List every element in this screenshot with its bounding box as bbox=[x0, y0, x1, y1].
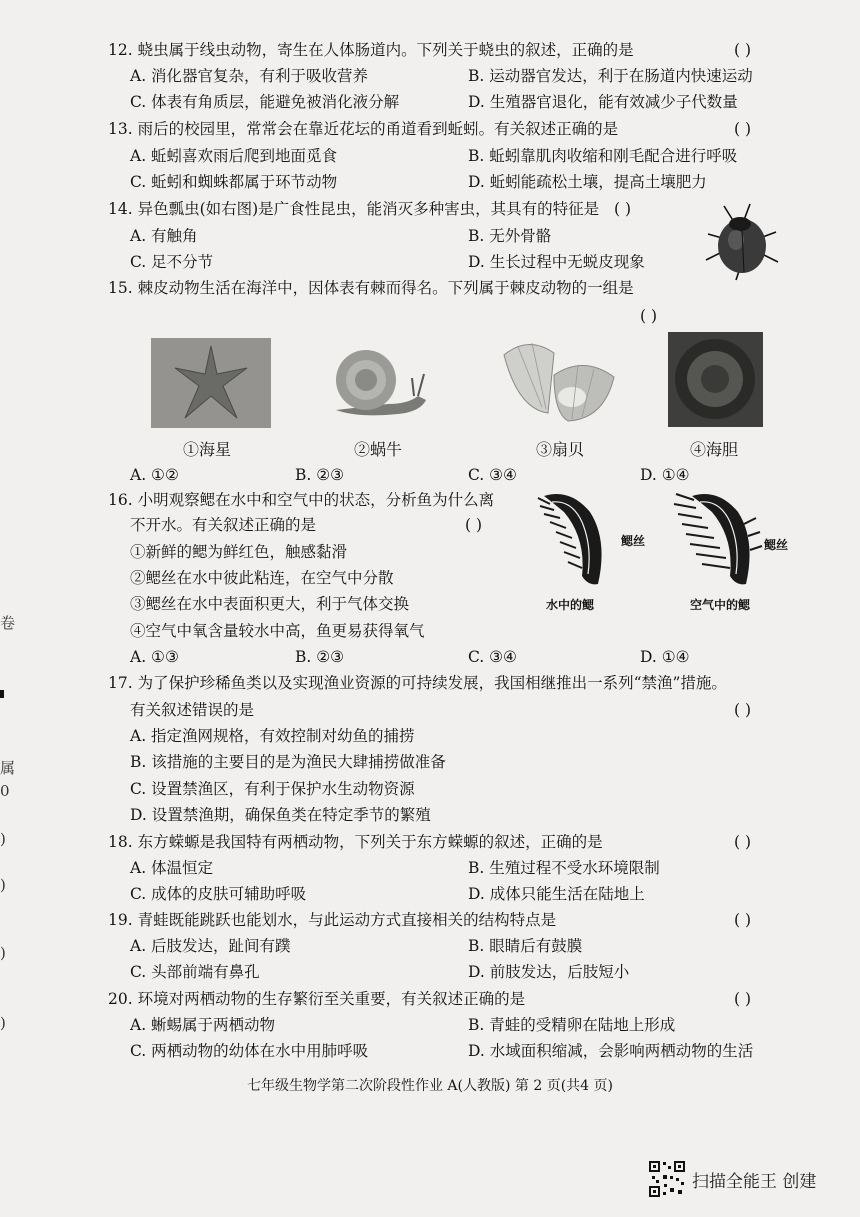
q19-option-c: C. 头部前端有鼻孔 bbox=[130, 963, 260, 981]
snail-caption: ②蜗牛 bbox=[354, 440, 403, 459]
q16-option-a: A. ①③ bbox=[130, 648, 179, 666]
margin-mark: 属 bbox=[0, 759, 16, 777]
q14-option-a: A. 有触角 bbox=[130, 227, 198, 245]
sea-urchin-caption: ④海胆 bbox=[690, 440, 739, 459]
q13-option-c: C. 蚯蚓和蜘蛛都属于环节动物 bbox=[130, 173, 338, 191]
ladybug-image bbox=[700, 200, 782, 282]
q16-option-d: D. ①④ bbox=[640, 648, 690, 666]
q16-statement-3: ③鳃丝在水中表面积更大，利于气体交换 bbox=[130, 595, 410, 613]
q20-option-c: C. 两栖动物的幼体在水中用肺呼吸 bbox=[130, 1042, 369, 1060]
q12-stem: 12. 蛲虫属于线虫动物，寄生在人体肠道内。下列关于蛲虫的叙述，正确的是 bbox=[108, 41, 634, 59]
margin-mark: 0 bbox=[0, 782, 10, 800]
margin-mark: 卷 bbox=[0, 614, 16, 632]
q16-statement-4: ④空气中氧含量较水中高，鱼更易获得氧气 bbox=[130, 622, 425, 640]
sea-urchin-photo bbox=[668, 332, 763, 427]
q19-answer-paren: ( ) bbox=[734, 911, 752, 929]
q20-option-b: B. 青蛙的受精卵在陆地上形成 bbox=[468, 1016, 676, 1034]
q18-answer-paren: ( ) bbox=[734, 833, 752, 851]
q16-stem-line2: 不开水。有关叙述正确的是 bbox=[130, 516, 317, 534]
scanner-text: 扫描全能王 创建 bbox=[692, 1171, 817, 1192]
q14-option-b: B. 无外骨骼 bbox=[468, 227, 552, 245]
margin-mark: ) bbox=[0, 830, 6, 848]
q15-answer-paren: ( ) bbox=[640, 307, 658, 325]
q12-option-b: B. 运动器官发达，利于在肠道内快速运动 bbox=[468, 67, 753, 85]
starfish-photo bbox=[151, 338, 271, 428]
q16-statement-2: ②鳃丝在水中彼此粘连，在空气中分散 bbox=[130, 569, 394, 587]
q16-option-b: B. ②③ bbox=[295, 648, 345, 666]
q15-option-c: C. ③④ bbox=[468, 466, 517, 484]
q18-option-b: B. 生殖过程不受水环境限制 bbox=[468, 859, 660, 877]
gill-in-water-caption: 水中的鳃 bbox=[546, 598, 595, 612]
q17-option-d: D. 设置禁渔期，确保鱼类在特定季节的繁殖 bbox=[130, 806, 431, 824]
margin-mark: ) bbox=[0, 876, 6, 894]
scanner-watermark bbox=[648, 1160, 816, 1198]
q19-option-a: A. 后肢发达，趾间有蹼 bbox=[130, 937, 291, 955]
q17-stem-line2: 有关叙述错误的是 bbox=[130, 701, 255, 719]
margin-mark: ) bbox=[0, 1014, 6, 1032]
q16-statement-1: ①新鲜的鳃为鲜红色，触感黏滑 bbox=[130, 543, 348, 561]
q16-stem-line1: 16. 小明观察鳃在水中和空气中的状态，分析鱼为什么离 bbox=[108, 491, 495, 509]
q12-answer-paren: ( ) bbox=[734, 41, 752, 59]
q14-answer-paren: ( ) bbox=[614, 200, 632, 218]
qr-code-icon bbox=[648, 1160, 686, 1198]
q15-option-d: D. ①④ bbox=[640, 466, 690, 484]
q13-answer-paren: ( ) bbox=[734, 120, 752, 138]
q17-option-a: A. 指定渔网规格，有效控制对幼鱼的捕捞 bbox=[130, 727, 415, 745]
q15-option-a: A. ①② bbox=[130, 466, 179, 484]
q12-option-d: D. 生殖器官退化，能有效减少子代数量 bbox=[468, 93, 738, 111]
gill-in-water-diagram bbox=[530, 488, 620, 592]
q19-option-b: B. 眼睛后有鼓膜 bbox=[468, 937, 583, 955]
q18-option-c: C. 成体的皮肤可辅助呼吸 bbox=[130, 885, 307, 903]
q20-option-a: A. 蜥蜴属于两栖动物 bbox=[130, 1016, 276, 1034]
page-footer: 七年级生物学第二次阶段性作业 A(人教版) 第 2 页(共4 页) bbox=[246, 1078, 614, 1094]
q17-option-c: C. 设置禁渔区，有利于保护水生动物资源 bbox=[130, 780, 415, 798]
gill-filament-label-air: 鳃丝 bbox=[764, 538, 789, 552]
q13-stem: 13. 雨后的校园里，常常会在靠近花坛的甬道看到蚯蚓。有关叙述正确的是 bbox=[108, 120, 619, 138]
q19-option-d: D. 前肢发达，后肢短小 bbox=[468, 963, 630, 981]
margin-dot bbox=[0, 690, 4, 698]
q18-option-d: D. 成体只能生活在陆地上 bbox=[468, 885, 645, 903]
snail-photo bbox=[328, 338, 432, 428]
scallop-caption: ③扇贝 bbox=[536, 440, 585, 459]
q14-stem: 14. 异色瓢虫(如右图)是广食性昆虫，能消灭多种害虫，其具有的特征是 bbox=[108, 200, 600, 218]
q20-option-d: D. 水域面积缩减，会影响两栖动物的生活 bbox=[468, 1042, 754, 1060]
q17-answer-paren: ( ) bbox=[734, 701, 752, 719]
gill-filament-label-water: 鳃丝 bbox=[621, 534, 646, 548]
q18-option-a: A. 体温恒定 bbox=[130, 859, 214, 877]
q13-option-b: B. 蚯蚓靠肌肉收缩和刚毛配合进行呼吸 bbox=[468, 147, 738, 165]
q17-option-b: B. 该措施的主要目的是为渔民大肆捕捞做准备 bbox=[130, 753, 446, 771]
q15-stem: 15. 棘皮动物生活在海洋中，因体表有棘而得名。下列属于棘皮动物的一组是 bbox=[108, 279, 634, 297]
gill-in-air-caption: 空气中的鳃 bbox=[690, 598, 751, 612]
q12-option-c: C. 体表有角质层，能避免被消化液分解 bbox=[130, 93, 400, 111]
q14-option-d: D. 生长过程中无蜕皮现象 bbox=[468, 253, 645, 271]
q20-answer-paren: ( ) bbox=[734, 990, 752, 1008]
q16-option-c: C. ③④ bbox=[468, 648, 517, 666]
q14-option-c: C. 足不分节 bbox=[130, 253, 214, 271]
q20-stem: 20. 环境对两栖动物的生存繁衍至关重要，有关叙述正确的是 bbox=[108, 990, 526, 1008]
q12-option-a: A. 消化器官复杂，有利于吸收营养 bbox=[130, 67, 369, 85]
q15-option-b: B. ②③ bbox=[295, 466, 345, 484]
q13-option-d: D. 蚯蚓能疏松土壤，提高土壤肥力 bbox=[468, 173, 707, 191]
q17-stem-line1: 17. 为了保护珍稀鱼类以及实现渔业资源的可持续发展，我国相继推出一系列“禁渔”措施。 bbox=[108, 674, 727, 692]
starfish-caption: ①海星 bbox=[183, 440, 232, 459]
q16-answer-paren: ( ) bbox=[465, 516, 483, 534]
q19-stem: 19. 青蛙既能跳跃也能划水，与此运动方式直接相关的结构特点是 bbox=[108, 911, 557, 929]
q18-stem: 18. 东方蝾螈是我国特有两栖动物，下列关于东方蝾螈的叙述，正确的是 bbox=[108, 833, 603, 851]
q13-option-a: A. 蚯蚓喜欢雨后爬到地面觅食 bbox=[130, 147, 338, 165]
scallop-photo bbox=[498, 335, 618, 427]
gill-in-air-diagram bbox=[672, 488, 768, 592]
margin-mark: ) bbox=[0, 944, 6, 962]
